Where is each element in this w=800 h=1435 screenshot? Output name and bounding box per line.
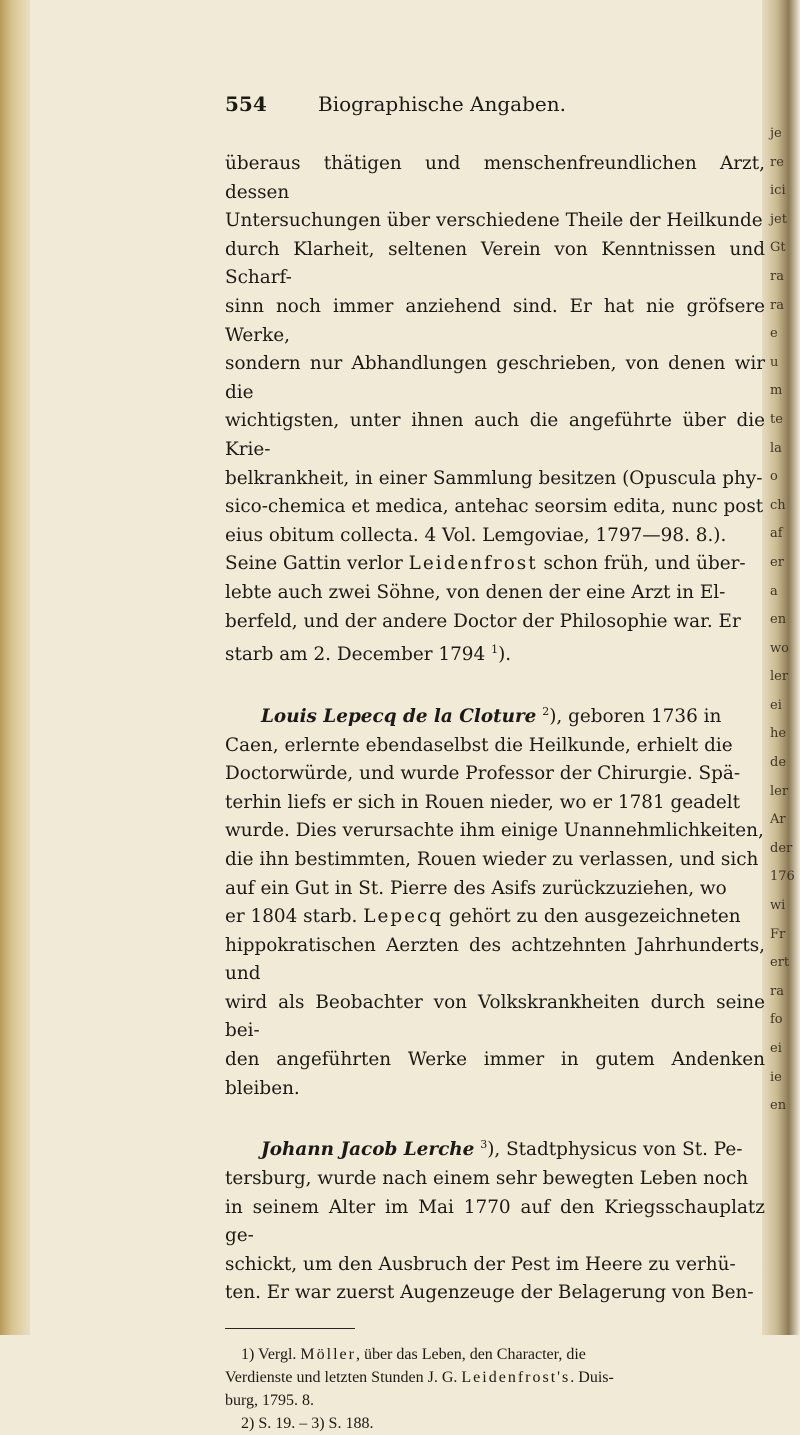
edge-fragment: Ar bbox=[770, 812, 786, 828]
facing-page-edge-text bbox=[770, 120, 795, 1121]
footnote-2: 2) S. 19. – 3) S. 188. bbox=[241, 1414, 374, 1432]
footnote-1-cont: Verdienste und letzten Stunden J. G. Leidenfrost's. Duis- bbox=[225, 1368, 614, 1386]
text-line: Johann Jacob Lerche $^3$), Stadtphysicus von St. Pe- bbox=[261, 1138, 743, 1161]
edge-fragment: a bbox=[770, 583, 778, 599]
edge-fragment: e bbox=[770, 326, 778, 342]
text-line: starb am 2. December 1794 $^1$). bbox=[225, 643, 512, 666]
page-header bbox=[225, 92, 765, 122]
edge-fragment: je bbox=[770, 126, 782, 141]
edge-fragment: en bbox=[770, 1098, 787, 1114]
edge-fragment: fo bbox=[770, 1012, 783, 1028]
person-name: Leidenfrost bbox=[408, 553, 538, 575]
paragraph-1: überaus thätigen und menschenfreundlichen Arzt, dessen Untersuchungen über verschiedene Theile der Heilkunde durch Klarheit, seltenen Verein von Kenntnissen und Scharf- sinn noch immer anziehend sind. Er hat nie gröfsere Werke, sondern nur Abhandlungen geschrieben, von denen wir die wichtigsten, unter ihnen auch die angeführte über die Krie- belkrankheit, in einer Sammlung besitzen (Opuscula phy- sico-chemica et medica, antehac seorsim edita, nunc post eius obitum collecta. 4 Vol. Lemgoviae, 1797—98. 8.). Seine Gattin verlor Leidenfrost schon früh, und über- lebte auch zwei Söhne, von denen der eine Arzt in El- berfeld, und der andere Doctor der Philosophie war. Er starb am 2. December 1794 $^1$). bbox=[225, 150, 765, 670]
edge-fragment: wi bbox=[770, 898, 786, 914]
edge-fragment: 176 bbox=[770, 869, 795, 885]
edge-fragment: u bbox=[770, 354, 779, 370]
edge-fragment: ra bbox=[770, 268, 784, 284]
footnote-ref: 3 bbox=[480, 1138, 488, 1152]
footnote-divider bbox=[225, 1328, 355, 1329]
footnote-ref: 2 bbox=[542, 704, 550, 718]
edge-fragment: he bbox=[770, 726, 787, 742]
edge-fragment: er bbox=[770, 554, 784, 570]
edge-fragment: ch bbox=[770, 497, 786, 513]
person-name: Lepecq bbox=[363, 906, 444, 928]
edge-fragment: ei bbox=[770, 1041, 782, 1056]
text-line: Seine Gattin verlor Leidenfrost schon früh, und über- bbox=[225, 553, 746, 575]
edge-fragment: jet bbox=[770, 211, 787, 227]
edge-fragment: Fr bbox=[770, 926, 786, 942]
edge-fragment: Gt bbox=[770, 240, 786, 256]
edge-fragment: wo bbox=[770, 640, 789, 656]
edge-fragment: en bbox=[770, 612, 787, 628]
paragraph-3: Johann Jacob Lerche $^3$), Stadtphysicus von St. Pe- tersburg, wurde nach einem sehr bewegten Leben noch in seinem Alter im Mai 1770 auf den Kriegsschauplatz ge- schickt, um den Ausbruch der Pest im Heere zu verhü- ten. Er war zuerst Augenzeuge der Belagerung von Ben- bbox=[225, 1131, 765, 1308]
edge-fragment: re bbox=[770, 154, 784, 170]
edge-fragment: la bbox=[770, 440, 782, 456]
page-body bbox=[225, 150, 765, 1308]
edge-fragment: o bbox=[770, 469, 778, 485]
edge-fragment: de bbox=[770, 755, 787, 771]
running-title: Biographische Angaben. bbox=[318, 92, 566, 116]
page-number: 554 bbox=[225, 92, 267, 116]
edge-fragment: af bbox=[770, 526, 783, 542]
edge-fragment: ra bbox=[770, 297, 784, 313]
person-name: Louis Lepecq de la Cloture bbox=[261, 705, 537, 727]
scan-left-margin bbox=[0, 0, 30, 1335]
edge-fragment: ie bbox=[770, 1069, 782, 1085]
footnote-1-end: burg, 1795. 8. bbox=[225, 1391, 315, 1409]
footnote-1: 1) Vergl. Möller, über das Leben, den Character, die bbox=[241, 1345, 586, 1363]
footnotes bbox=[225, 1343, 765, 1435]
text-line: er 1804 starb. Lepecq gehört zu den ausgezeichneten bbox=[225, 906, 741, 928]
edge-fragment: te bbox=[770, 411, 783, 427]
edge-fragment: ler bbox=[770, 669, 789, 685]
person-name: Johann Jacob Lerche bbox=[261, 1139, 475, 1161]
footnote-ref: 1 bbox=[491, 643, 499, 657]
edge-fragment: m bbox=[770, 383, 783, 399]
edge-fragment: der bbox=[770, 840, 793, 856]
text-line: Louis Lepecq de la Cloture $^2$), geboren 1736 in bbox=[261, 704, 722, 727]
edge-fragment: ler bbox=[770, 783, 789, 799]
edge-fragment: ert bbox=[770, 955, 790, 971]
edge-fragment: ei bbox=[770, 697, 782, 713]
book-page bbox=[225, 92, 765, 1435]
edge-fragment: ici bbox=[770, 183, 786, 199]
paragraph-2: Louis Lepecq de la Cloture $^2$), geboren 1736 in Caen, erlernte ebendaselbst die Heilkunde, erhielt die Doctorwürde, und wurde Professor der Chirurgie. Spä- terhin liefs er sich in Rouen nieder, wo er 1781 geadelt wurde. Dies verursachte ihm einige Unannehmlichkeiten, die ihn bestimmten, Rouen wieder zu verlassen, und sich auf ein Gut in St. Pierre des Asifs zurückzuziehen, wo er 1804 starb. Lepecq gehört zu den ausgezeichneten hippokratischen Aerzten des achtzehnten Jahrhunderts, und wird als Beobachter von Volkskrankheiten durch seine bei- den angeführten Werke immer in gutem Andenken bleiben. bbox=[225, 698, 765, 1103]
edge-fragment: ra bbox=[770, 983, 784, 999]
